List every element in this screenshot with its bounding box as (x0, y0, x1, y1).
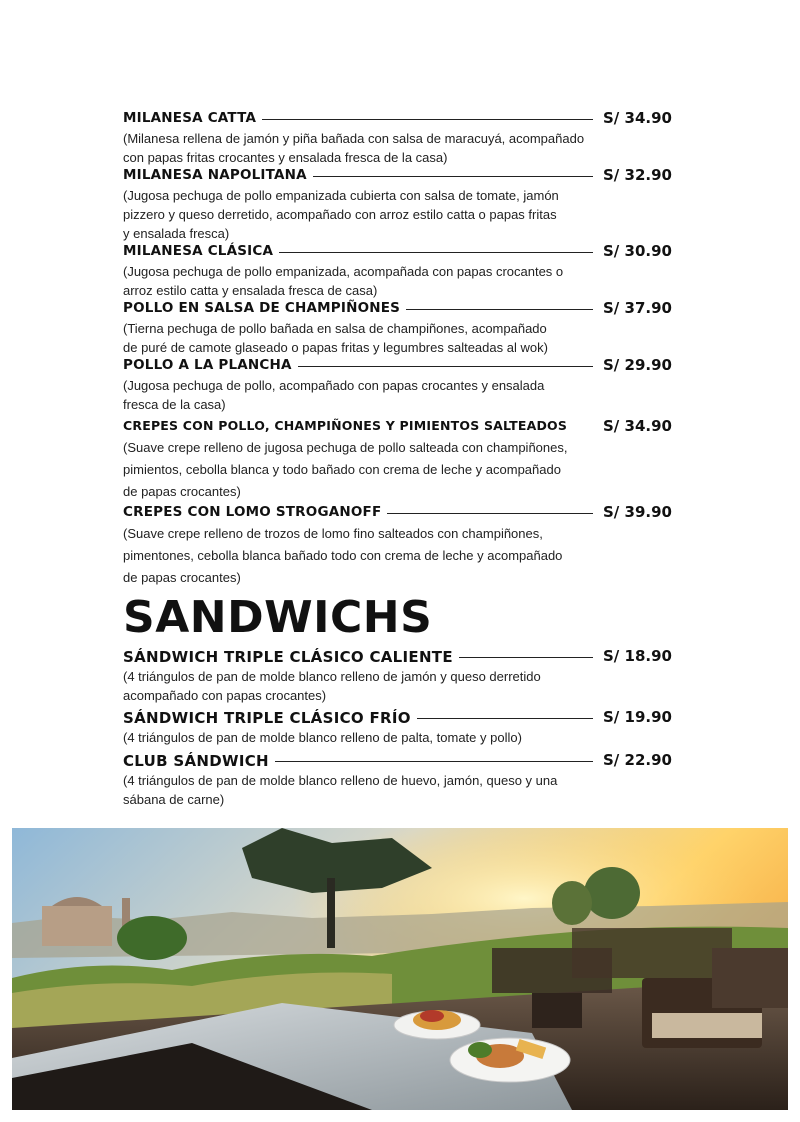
item-description: (4 triángulos de pan de molde blanco relleno de jamón y queso derretido acompañado con papas crocantes) (123, 669, 541, 703)
item-description: (Jugosa pechuga de pollo empanizada, acompañada con papas crocantes o arroz estilo catta y ensalada fresca de casa) (123, 264, 564, 298)
item-name: MILANESA NAPOLITANA (123, 167, 313, 183)
menu-item (123, 647, 683, 705)
menu-item (123, 751, 683, 809)
item-price: S/ 37.90 (603, 299, 672, 317)
terrace-scene-image (12, 828, 788, 1110)
item-name: POLLO EN SALSA DE CHAMPIÑONES (123, 300, 406, 316)
item-name: POLLO A LA PLANCHA (123, 357, 298, 373)
item-name: MILANESA CATTA (123, 110, 262, 126)
item-price: S/ 30.90 (603, 242, 672, 260)
menu-item (123, 503, 683, 589)
item-description: (4 triángulos de pan de molde blanco relleno de palta, tomate y pollo) (123, 730, 522, 745)
menu-item (123, 356, 683, 414)
item-price: S/ 39.90 (603, 503, 672, 521)
item-name: SÁNDWICH TRIPLE CLÁSICO CALIENTE (123, 648, 459, 666)
item-description: (Jugosa pechuga de pollo, acompañado con papas crocantes y ensalada fresca de la casa) (123, 378, 545, 412)
menu-item (123, 242, 683, 300)
item-name: MILANESA CLÁSICA (123, 243, 279, 259)
menu-item (123, 166, 683, 243)
item-name: CREPES CON POLLO, CHAMPIÑONES Y PIMIENTOS SALTEADOS (123, 418, 573, 433)
menu-item (123, 417, 683, 503)
item-name: SÁNDWICH TRIPLE CLÁSICO FRÍO (123, 709, 417, 727)
menu-item (123, 299, 683, 357)
item-name: CREPES CON LOMO STROGANOFF (123, 504, 387, 520)
item-description: (Milanesa rellena de jamón y piña bañada con salsa de maracuyá, acompañado con papas fritas crocantes y ensalada fresca de la casa) (123, 131, 585, 165)
item-price: S/ 22.90 (603, 751, 672, 769)
item-price: S/ 34.90 (603, 109, 672, 127)
item-price: S/ 19.90 (603, 708, 672, 726)
item-description: (Suave crepe relleno de trozos de lomo fino salteados con champiñones, pimentones, cebolla blanca bañado todo con crema de leche y acompañado de papas crocantes) (123, 526, 563, 585)
item-description: (4 triángulos de pan de molde blanco relleno de huevo, jamón, queso y una sábana de carne) (123, 773, 558, 807)
item-price: S/ 34.90 (603, 417, 672, 435)
menu-item (123, 708, 683, 747)
terrace-photo (12, 828, 788, 1110)
item-price: S/ 18.90 (603, 647, 672, 665)
item-price: S/ 32.90 (603, 166, 672, 184)
item-name: CLUB SÁNDWICH (123, 752, 275, 770)
item-description: (Suave crepe relleno de jugosa pechuga de pollo salteada con champiñones, pimientos, cebolla blanca y todo bañado con crema de leche y acompañado de papas crocantes) (123, 440, 568, 499)
item-description: (Tierna pechuga de pollo bañada en salsa de champiñones, acompañado de puré de camote glaseado o papas fritas y legumbres salteadas al wok) (123, 321, 548, 355)
item-price: S/ 29.90 (603, 356, 672, 374)
section-title: SANDWICHS (123, 592, 433, 643)
menu-item (123, 109, 683, 167)
item-description: (Jugosa pechuga de pollo empanizada cubierta con salsa de tomate, jamón pizzero y queso derretido, acompañado con arroz estilo catta o papas fritas y ensalada fresca) (123, 188, 559, 241)
